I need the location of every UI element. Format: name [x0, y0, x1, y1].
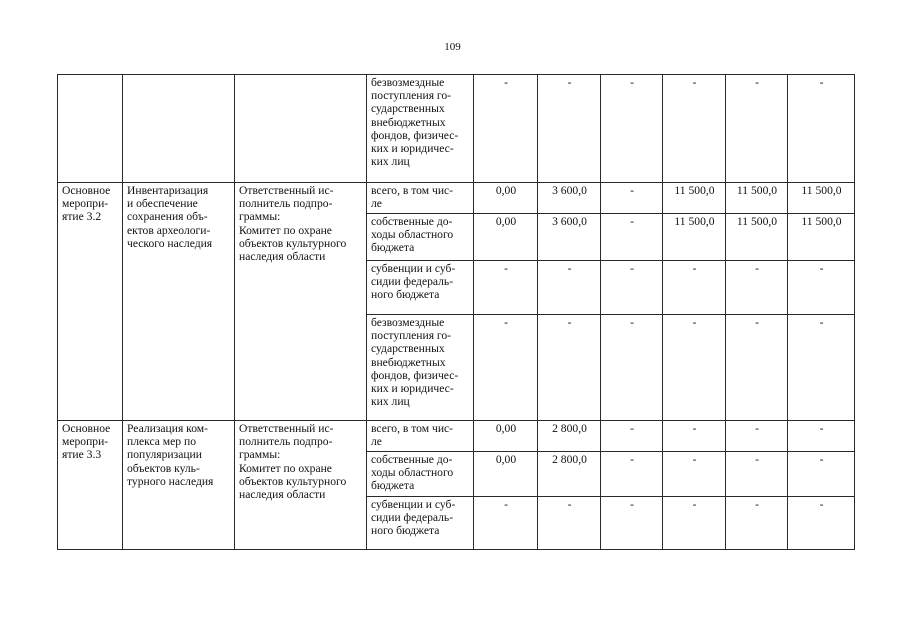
value-cell: 3 600,0 [538, 183, 601, 214]
activity-label-cell-line: ятие 3.2 [62, 210, 102, 224]
activity-name-cell-line: Инвентаризация [127, 184, 209, 197]
funding-source-cell-line: поступления го- [371, 89, 452, 103]
value-cell: - [726, 261, 788, 315]
funding-source-cell [367, 75, 474, 183]
value-cell: - [538, 261, 601, 315]
funding-source-cell-line: фондов, физичес- [371, 128, 459, 142]
value-cell: - [601, 421, 663, 452]
executor-cell [235, 75, 367, 183]
executor-cell-line: граммы: [239, 448, 281, 462]
value-cell: - [663, 452, 726, 497]
funding-source-cell-line: сидии федераль- [371, 275, 454, 289]
table-row [58, 183, 855, 214]
executor-cell-line: Комитет по охране [239, 223, 332, 237]
value-cell: - [788, 421, 855, 452]
activity-name-cell [123, 421, 235, 550]
funding-source-cell [367, 315, 474, 421]
value-cell: - [601, 261, 663, 315]
value-cell: 2 800,0 [538, 452, 601, 497]
value-cell: 2 800,0 [538, 421, 601, 452]
value-cell: - [788, 75, 855, 183]
executor-cell-line: объектов культурного [239, 236, 347, 250]
value-cell: - [474, 261, 538, 315]
value-cell: - [601, 183, 663, 214]
executor-cell-line: наследия области [239, 488, 326, 502]
value-cell: 11 500,0 [726, 214, 788, 261]
page-number: 109 [444, 41, 461, 53]
executor-cell-line: Ответственный ис- [239, 422, 334, 435]
value-cell: - [788, 261, 855, 315]
value-cell: - [474, 75, 538, 183]
value-cell: 0,00 [474, 214, 538, 261]
activity-label-cell-line: ятие 3.3 [62, 448, 102, 462]
activity-label-cell [58, 421, 123, 550]
activity-name-cell-line: ческого наследия [127, 236, 213, 250]
funding-source-cell-line: субвенции и суб- [371, 498, 456, 511]
funding-source-cell [367, 183, 474, 214]
activity-name-cell-line: турного наследия [127, 474, 214, 488]
funding-source-cell-line: бюджета [371, 479, 415, 493]
value-cell: - [726, 315, 788, 421]
value-cell: - [538, 315, 601, 421]
activity-label-cell-line: меропри- [62, 435, 109, 449]
value-cell: 3 600,0 [538, 214, 601, 261]
funding-source-cell-line: всего, в том чис- [371, 422, 454, 435]
executor-cell-line: Комитет по охране [239, 461, 332, 475]
activity-label-cell-line: Основное [62, 422, 111, 435]
value-cell: 0,00 [474, 452, 538, 497]
value-cell: 11 500,0 [726, 183, 788, 214]
executor-cell-line: наследия области [239, 250, 326, 264]
funding-source-cell [367, 214, 474, 261]
funding-source-cell-line: ле [371, 435, 382, 449]
value-cell: 0,00 [474, 421, 538, 452]
executor-cell-line: Ответственный ис- [239, 184, 334, 197]
funding-source-cell-line: всего, в том чис- [371, 184, 454, 197]
funding-source-cell-line: внебюджетных [371, 355, 446, 369]
funding-source-cell-line: безвозмездные [371, 316, 445, 329]
value-cell: - [474, 497, 538, 550]
funding-source-cell-line: фондов, физичес- [371, 368, 459, 382]
activity-name-cell-line: ектов археологи- [127, 223, 211, 237]
funding-source-cell-line: ходы областного [371, 466, 454, 480]
activity-name-cell [123, 183, 235, 421]
funding-source-cell-line: ких лиц [371, 155, 410, 169]
funding-source-cell-line: собственные до- [371, 215, 453, 228]
value-cell: - [601, 214, 663, 261]
activity-name-cell-line: и обеспечение [127, 197, 198, 211]
funding-source-cell-line: безвозмездные [371, 76, 445, 89]
value-cell: - [601, 452, 663, 497]
funding-source-cell-line: сударственных [371, 102, 445, 116]
funding-source-cell-line: субвенции и суб- [371, 262, 456, 275]
funding-source-cell-line: сударственных [371, 342, 445, 356]
funding-source-cell-line: ходы областного [371, 228, 454, 242]
value-cell: - [663, 497, 726, 550]
budget-table [57, 74, 855, 550]
value-cell: - [663, 315, 726, 421]
funding-source-cell-line: ного бюджета [371, 288, 440, 302]
executor-cell [235, 183, 367, 421]
value-cell: - [601, 315, 663, 421]
value-cell: - [601, 497, 663, 550]
value-cell: - [788, 497, 855, 550]
funding-source-cell-line: собственные до- [371, 453, 453, 466]
activity-name-cell-line: Реализация ком- [127, 422, 209, 435]
funding-source-cell [367, 261, 474, 315]
executor-cell-line: полнитель подпро- [239, 197, 333, 211]
value-cell: - [663, 421, 726, 452]
activity-name-cell-line: плекса мер по [127, 435, 196, 449]
activity-name-cell-line: сохранения объ- [127, 210, 208, 224]
value-cell: - [726, 497, 788, 550]
funding-source-cell-line: поступления го- [371, 329, 452, 343]
table-row [58, 421, 855, 452]
value-cell: - [538, 75, 601, 183]
value-cell: - [788, 452, 855, 497]
value-cell: 11 500,0 [788, 183, 855, 214]
value-cell: - [601, 75, 663, 183]
funding-source-cell-line: ле [371, 197, 382, 211]
executor-cell-line: объектов культурного [239, 474, 347, 488]
funding-source-cell-line: ких и юридичес- [371, 142, 454, 156]
value-cell: 11 500,0 [663, 214, 726, 261]
funding-source-cell-line: ких лиц [371, 395, 410, 409]
funding-source-cell-line: внебюджетных [371, 115, 446, 129]
funding-source-cell-line: бюджета [371, 241, 415, 255]
activity-label-cell-line: меропри- [62, 197, 109, 211]
activity-name-cell [123, 75, 235, 183]
value-cell: - [663, 261, 726, 315]
funding-source-cell-line: ного бюджета [371, 524, 440, 538]
value-cell: - [726, 452, 788, 497]
activity-name-cell-line: популяризации [127, 448, 202, 462]
value-cell: 11 500,0 [663, 183, 726, 214]
activity-label-cell [58, 75, 123, 183]
executor-cell [235, 421, 367, 550]
value-cell: - [788, 315, 855, 421]
value-cell: - [474, 315, 538, 421]
activity-name-cell-line: объектов куль- [127, 461, 200, 475]
activity-label-cell [58, 183, 123, 421]
table-body [58, 75, 855, 550]
executor-cell-line: полнитель подпро- [239, 435, 333, 449]
value-cell: - [726, 75, 788, 183]
value-cell: 0,00 [474, 183, 538, 214]
value-cell: 11 500,0 [788, 214, 855, 261]
funding-source-cell [367, 421, 474, 452]
funding-source-cell [367, 452, 474, 497]
funding-source-cell-line: сидии федераль- [371, 511, 454, 525]
funding-source-cell-line: ких и юридичес- [371, 382, 454, 396]
table-row [58, 75, 855, 183]
activity-label-cell-line: Основное [62, 184, 111, 197]
value-cell: - [726, 421, 788, 452]
value-cell: - [538, 497, 601, 550]
funding-source-cell [367, 497, 474, 550]
executor-cell-line: граммы: [239, 210, 281, 224]
value-cell: - [663, 75, 726, 183]
